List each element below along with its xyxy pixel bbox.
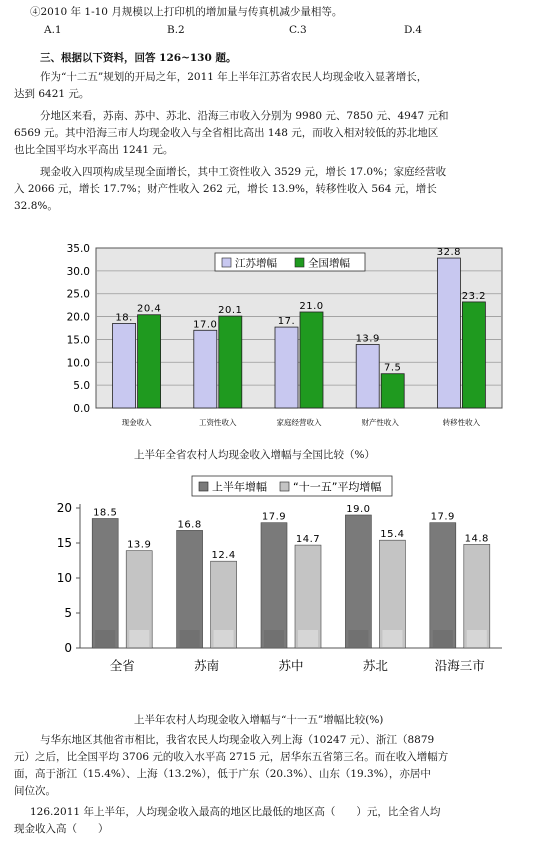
paragraph-line: 入 2066 元，增长 17.7%；财产性收入 262 元，增长 13.9%，转移性收入 564 元，增长 [14, 183, 437, 195]
y-tick-label: 10 [56, 571, 72, 585]
paragraph-line: 元）之后，比全国平均 3706 元的收入水平高 2715 元，居华东五省第三名。而在收入增幅方 [14, 751, 449, 763]
bar [345, 515, 371, 648]
category-label: 家庭经营收入 [276, 418, 322, 427]
bar [437, 258, 460, 408]
option-d: D.4 [404, 24, 423, 36]
bar-shade [298, 630, 318, 647]
legend-swatch-first [199, 482, 208, 491]
paragraph-line: 也比全国平均水平高出 1241 元。 [14, 144, 174, 156]
bar [381, 374, 404, 408]
section-heading: 三、根据以下资料，回答 126~130 题。 [40, 52, 237, 64]
category-label: 工资性收入 [199, 418, 237, 427]
paragraph-line: 面，高于浙江（15.4%）、上海（13.2%），低于广东（20.3%）、山东（19.3%），亦居中 [14, 768, 431, 780]
chart-income-growth-vs-national [40, 238, 510, 444]
bar [113, 323, 136, 408]
data-label: 16.8 [177, 519, 202, 531]
data-label: 15.4 [380, 529, 405, 541]
bar [194, 330, 217, 408]
data-label: 23.2 [461, 290, 487, 302]
legend-label: 上半年增幅 [212, 480, 267, 494]
category-label: 苏南 [194, 658, 220, 673]
category-label: 财产性收入 [361, 418, 399, 427]
chart2-caption: 上半年农村人均现金收入增幅与“十一五”增幅比较(%) [134, 714, 384, 726]
bar [138, 315, 161, 408]
legend-label: 全国增幅 [308, 257, 350, 270]
legend-label: “十一五”平均增幅 [293, 480, 382, 494]
y-tick-label: 25.0 [66, 288, 90, 301]
bar-shade [467, 630, 487, 647]
y-tick-label: 5 [64, 606, 72, 620]
bar-shade [95, 630, 115, 647]
bar [430, 523, 456, 648]
data-label: 19.0 [346, 504, 371, 515]
bar-shade [433, 630, 453, 647]
bar [462, 302, 485, 408]
data-label: 17.9 [261, 511, 287, 523]
y-tick-label: 20 [56, 501, 72, 515]
data-label: 13.9 [355, 333, 380, 345]
legend-label: 江苏增幅 [235, 257, 277, 270]
paragraph-line: 分地区来看，苏南、苏中、苏北、沿海三市收入分别为 9980 元、7850 元、4947 元和 [40, 110, 449, 122]
legend-swatch-second [280, 482, 289, 491]
paragraph-line: 间位次。 [14, 785, 56, 797]
y-tick-label: 10.0 [66, 357, 90, 370]
chart2-svg [40, 470, 510, 680]
y-tick-label: 35.0 [66, 243, 90, 255]
paragraph-line: 现金收入四项构成呈现全面增长，其中工资性收入 3529 元，增长 17.0%；家庭经营收 [40, 166, 447, 178]
data-label: 18.5 [93, 507, 118, 519]
data-label: 17. [277, 316, 296, 328]
paragraph-line: 32.8%。 [14, 200, 58, 212]
category-label: 现金收入 [121, 418, 152, 427]
y-tick-label: 15 [56, 536, 72, 550]
category-label: 全省 [109, 658, 135, 673]
data-label: 18. [115, 312, 133, 324]
paragraph-line: 作为“十二五”规划的开局之年，2011 年上半年江苏省农民人均现金收入显著增长， [40, 71, 428, 83]
option-c: C.3 [289, 24, 307, 36]
option-a: A.1 [44, 24, 62, 36]
y-tick-label: 0.0 [73, 403, 90, 415]
paragraph-line: 6569 元。其中沿海三市人均现金收入与全省相比高出 148 元，而收入相对较低的苏北地区 [14, 127, 439, 139]
bar [275, 327, 298, 408]
data-label: 12.4 [211, 550, 236, 562]
data-label: 17.0 [193, 319, 218, 331]
question-line: ④2010 年 1-10 月规模以上打印机的增加量与传真机减少量相等。 [30, 6, 343, 18]
bar-shade [264, 630, 284, 647]
y-tick-label: 5.0 [73, 380, 90, 393]
bar-shade [382, 630, 402, 647]
paragraph-line: 达到 6421 元。 [14, 88, 90, 100]
data-label: 20.4 [136, 303, 162, 315]
y-tick-label: 15.0 [66, 334, 90, 347]
data-label: 32.8 [436, 247, 462, 259]
data-label: 17.9 [430, 511, 455, 523]
bar [300, 312, 323, 408]
option-b: B.2 [167, 24, 185, 36]
legend-swatch-national [295, 258, 304, 267]
question-126: 126.2011 年上半年，人均现金收入最高的地区比最低的地区高（ ）元，比全省人均 [30, 806, 441, 818]
bar-shade [129, 630, 149, 647]
bar [356, 344, 379, 408]
y-tick-label: 0 [64, 641, 72, 655]
bar [219, 316, 242, 408]
chart-income-growth-vs-11th-plan [40, 470, 510, 680]
data-label: 21.0 [299, 301, 324, 312]
bar-shade [348, 630, 368, 647]
bar-shade [214, 630, 234, 647]
legend-swatch-jiangsu [222, 258, 231, 267]
data-label: 14.8 [464, 533, 489, 545]
paragraph-line: 与华东地区其他省市相比，我省农民人均现金收入列上海（10247 元）、浙江（8879 [40, 734, 435, 746]
bar-shade [180, 630, 200, 647]
data-label: 14.7 [295, 534, 321, 546]
data-label: 13.9 [127, 539, 152, 551]
category-label: 苏北 [362, 658, 388, 673]
category-label: 苏中 [278, 658, 304, 673]
data-label: 20.1 [218, 305, 243, 317]
bar [261, 523, 287, 648]
question-126-cont: 现金收入高（ ） [14, 823, 109, 835]
chart1-svg [40, 238, 510, 444]
y-tick-label: 20.0 [66, 311, 90, 324]
y-tick-label: 30.0 [66, 265, 90, 278]
chart1-caption: 上半年全省农村人均现金收入增幅与全国比较（%） [134, 449, 375, 461]
category-label: 转移性收入 [442, 418, 481, 427]
category-label: 沿海三市 [434, 658, 485, 673]
bar [92, 519, 118, 649]
data-label: 7.5 [383, 362, 402, 374]
